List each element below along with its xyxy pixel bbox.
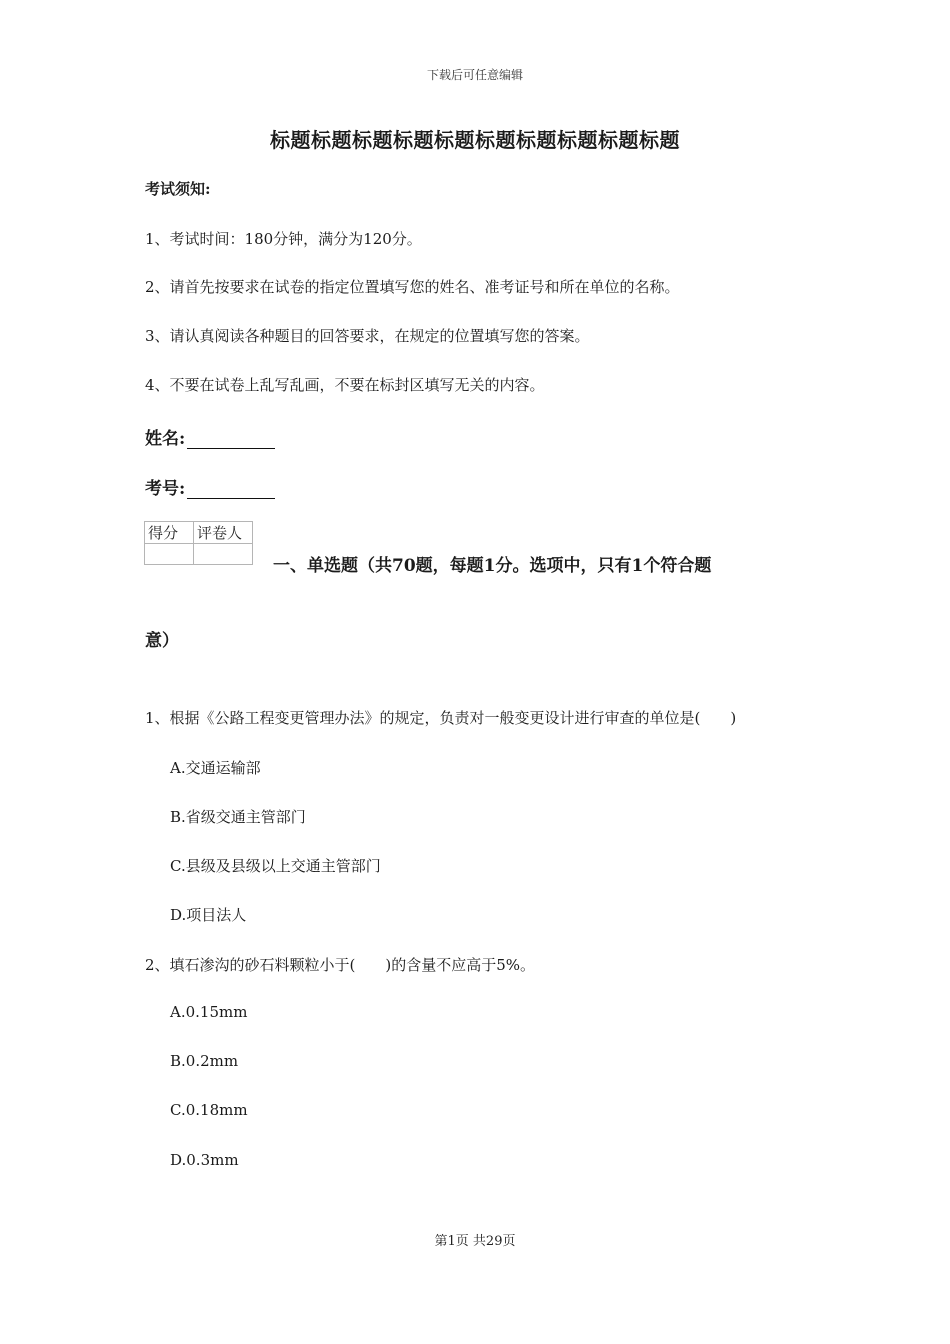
notice-rule: 3、请认真阅读各种题目的回答要求，在规定的位置填写您的答案。 [145, 327, 590, 345]
question-option: B.0.2mm [170, 1052, 239, 1070]
exam-id-field [145, 474, 275, 499]
score-table [144, 521, 253, 565]
exam-id-label: 考号: [145, 479, 186, 499]
question-option: A.交通运输部 [170, 759, 261, 777]
exam-id-blank-line[interactable] [187, 480, 275, 499]
header-note: 下载后可任意编辑 [426, 68, 523, 82]
question-stem: 1、根据《公路工程变更管理办法》的规定，负责对一般变更设计进行审查的单位是( ) [145, 709, 737, 727]
question-option: D.项目法人 [170, 906, 247, 924]
name-field [145, 424, 275, 449]
notice-rule: 2、请首先按要求在试卷的指定位置填写您的姓名、准考证号和所在单位的名称。 [145, 278, 680, 296]
question-option: B.省级交通主管部门 [170, 808, 306, 826]
notice-heading: 考试须知: [145, 180, 211, 198]
page-number: 第1页 共29页 [434, 1234, 516, 1249]
score-cell[interactable] [145, 544, 194, 565]
notice-rule: 4、不要在试卷上乱写乱画，不要在标封区填写无关的内容。 [145, 376, 545, 394]
section-title-continued: 意） [145, 631, 179, 651]
question-option: D.0.3mm [170, 1151, 239, 1169]
question-option: A.0.15mm [170, 1003, 248, 1021]
grader-cell[interactable] [194, 544, 253, 565]
question-stem: 2、填石渗沟的砂石料颗粒小于( )的含量不应高于5%。 [145, 956, 536, 974]
grader-header: 评卷人 [194, 522, 253, 544]
question-option: C.县级及县级以上交通主管部门 [170, 857, 381, 875]
question-option: C.0.18mm [170, 1101, 248, 1119]
name-label: 姓名: [145, 429, 186, 449]
section-title: 一、单选题（共70题，每题1分。选项中，只有1个符合题 [273, 556, 712, 576]
document-title: 标题标题标题标题标题标题标题标题标题标题 [270, 128, 680, 152]
notice-rule: 1、考试时间：180分钟，满分为120分。 [145, 230, 422, 248]
name-blank-line[interactable] [187, 430, 275, 449]
score-header: 得分 [145, 522, 194, 544]
